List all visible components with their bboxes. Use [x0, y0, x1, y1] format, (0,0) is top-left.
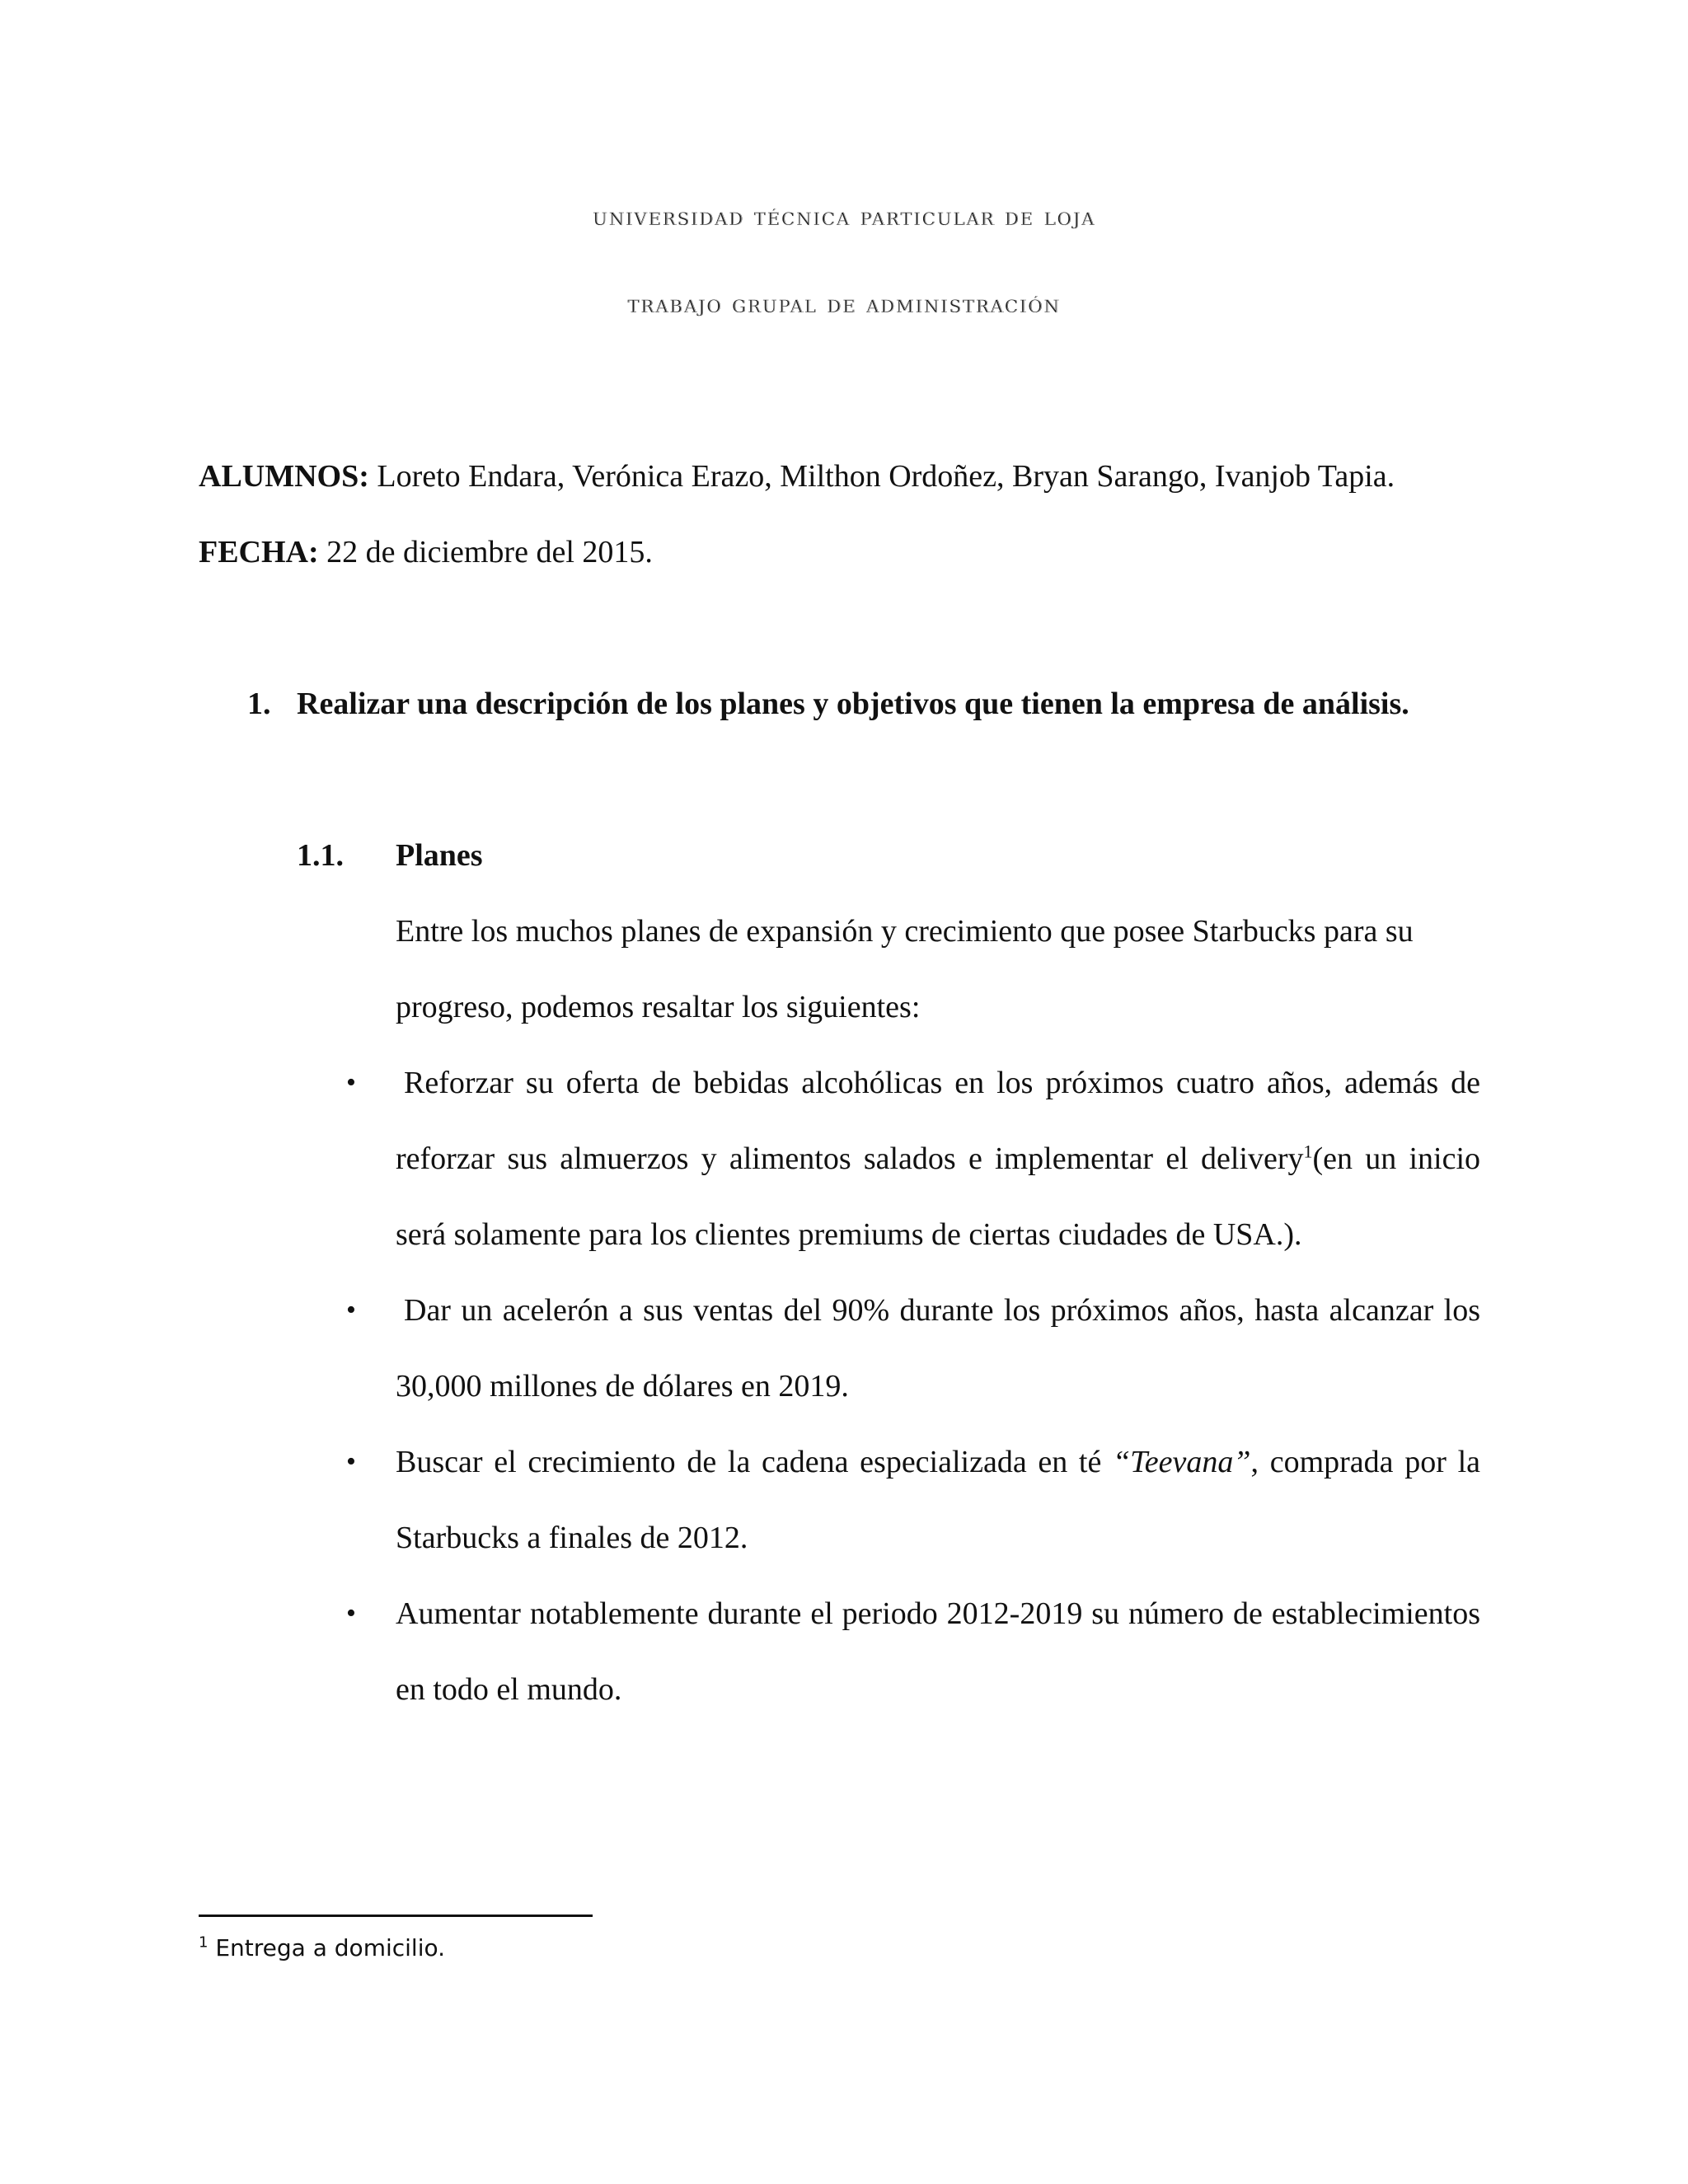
- bullet-icon: •: [346, 1446, 356, 1477]
- bullet-2-text: Dar un acelerón a sus ventas del 90% durante los próximos años, hasta alcanzar los 30,000 millones de dólares en 2019.: [396, 1293, 1480, 1404]
- bullet-item-teevana: [396, 1424, 1480, 1576]
- bullet-3-brand: “Teevana”: [1113, 1445, 1251, 1479]
- bullet-item-alcohol: [396, 1045, 1480, 1272]
- bullet-item-stores: Aumentar notablemente durante el periodo 2012-2019 su número de establecimientos en todo el mundo.: [396, 1596, 1480, 1707]
- date-label: FECHA:: [199, 535, 319, 569]
- section-1-1-number: 1.1.: [297, 838, 344, 873]
- university-title-text: universidad técnica particular de loja: [592, 203, 1096, 232]
- date-value: 22 de diciembre del 2015.: [318, 535, 653, 569]
- university-title: [0, 203, 1688, 232]
- footnote-divider: [199, 1915, 593, 1917]
- footnote-text: Entrega a domicilio.: [208, 1934, 446, 1961]
- bullet-3-text-start: Buscar el crecimiento de la cadena especializada en té: [396, 1445, 1114, 1479]
- section-1-1-heading: [297, 837, 483, 874]
- bullet-3-text-end: , comprada por la Starbucks a finales de 2012.: [396, 1445, 1480, 1555]
- bullet-1-text-end: (en un inicio será solamente para los clientes premiums de ciertas ciudades de USA.).: [396, 1141, 1481, 1252]
- bullet-icon: •: [346, 1295, 356, 1325]
- section-1-1-title: Planes: [396, 838, 483, 873]
- work-title-text: trabajo grupal de administración: [627, 290, 1061, 319]
- footnote: [199, 1932, 445, 1965]
- bullet-icon: •: [346, 1598, 356, 1629]
- students-label: ALUMNOS:: [199, 459, 369, 494]
- students-value: Loreto Endara, Verónica Erazo, Milthon Ordoñez, Bryan Sarango, Ivanjob Tapia.: [368, 459, 1395, 494]
- students-line: [199, 458, 1395, 494]
- bullet-icon: •: [346, 1067, 356, 1098]
- bullet-item-sales: [396, 1272, 1480, 1424]
- section-1-number: 1.: [247, 687, 271, 721]
- footnote-number: 1: [199, 1933, 209, 1952]
- section-1-title: Realizar una descripción de los planes y objetivos que tienen la empresa de análisis.: [297, 687, 1409, 721]
- work-title: [0, 290, 1688, 319]
- bullet-1-text-start: Reforzar su oferta de bebidas alcohólicas en los próximos cuatro años, además de reforzar sus almuerzos y alimentos salados e implementar el delivery: [396, 1066, 1480, 1176]
- footnote-reference: 1: [1303, 1141, 1313, 1162]
- date-line: [199, 534, 653, 570]
- section-1-heading: [247, 686, 1409, 722]
- plans-intro-paragraph: Entre los muchos planes de expansión y crecimiento que posee Starbucks para su progreso, podemos resaltar los siguientes:: [396, 914, 1414, 1024]
